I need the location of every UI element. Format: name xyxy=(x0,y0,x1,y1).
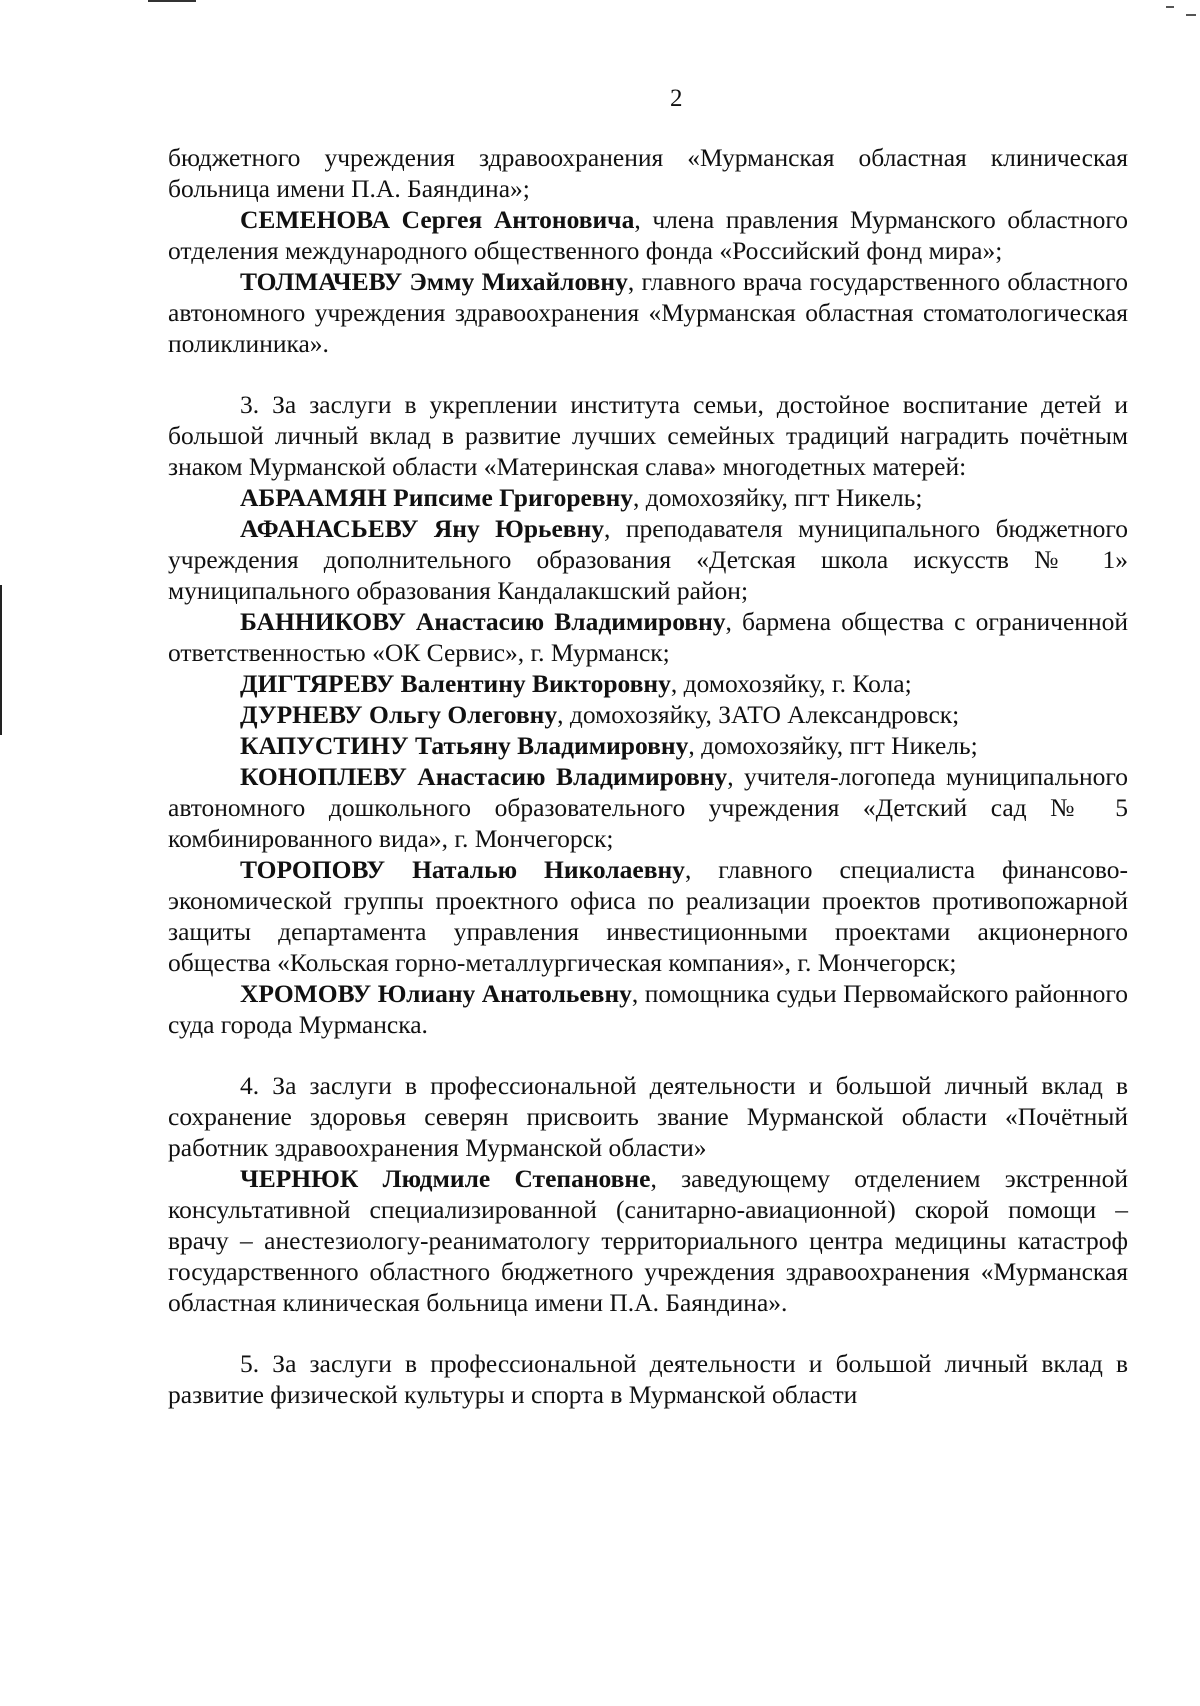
recipient-details: , преподавателя муниципального бюджетного учреждения дополнительного образования «Детская школа искусств № 1» муниципального образования Кандалакшский район; xyxy=(168,514,1128,605)
paragraph-text: 5. За заслуги в профессиональной деятельности и большой личный вклад в развитие физической культуры и спорта в Мурманской области xyxy=(168,1349,1128,1409)
recipient-details: , помощника судьи Первомайского районного суда города Мурманска. xyxy=(168,979,1128,1039)
paragraph-text: 3. За заслуги в укреплении института семьи, достойное воспитание детей и большой личный вклад в развитие лучших семейных традиций наградить почётным знаком Мурманской области «Материнская слава» многодетных матерей: xyxy=(168,390,1128,481)
page-number: 2 xyxy=(670,85,683,112)
award-entry xyxy=(168,699,1128,730)
award-entry xyxy=(168,482,1128,513)
recipient-name: СЕМЕНОВА Сергея Антоновича xyxy=(240,205,635,234)
award-entry xyxy=(168,978,1128,1040)
scan-artifact-top-line xyxy=(148,0,196,2)
recipient-details: , главного специалиста финансово-экономической группы проектного офиса по реализации проектов противопожарной защиты департамента управления инвестиционными проектами акционерного общества «Кольская горно-металлургическая компания», г. Мончегорск; xyxy=(168,855,1128,977)
award-entry xyxy=(168,1163,1128,1318)
award-entry xyxy=(168,513,1128,606)
recipient-name: ДИГТЯРЕВУ Валентину Викторовну xyxy=(240,669,671,698)
scan-artifact-left-edge xyxy=(0,585,2,735)
recipient-name: КАПУСТИНУ Татьяну Владимировну xyxy=(240,731,689,760)
award-entry xyxy=(168,761,1128,854)
section-paragraph-4 xyxy=(168,1070,1128,1163)
document-body xyxy=(168,142,1128,1410)
recipient-name: ХРОМОВУ Юлиану Анатольевну xyxy=(240,979,632,1008)
recipient-details: , заведующему отделением экстренной консультативной специализированной (санитарно-авиационной) скорой помощи – врачу – анестезиологу-реаниматологу территориального центра медицины катастроф государственного областного бюджетного учреждения здравоохранения «Мурманская областная клиническая больница имени П.А. Баяндина». xyxy=(168,1164,1129,1317)
recipient-details: , домохозяйку, г. Кола; xyxy=(670,669,912,698)
recipient-details: , главного врача государственного областного автономного учреждения здравоохранения «Мурманская областная стоматологическая поликлиника». xyxy=(168,267,1128,358)
scan-artifact-corner-mark xyxy=(1186,14,1196,16)
paragraph-continuation xyxy=(168,142,1128,204)
award-entry xyxy=(168,668,1128,699)
recipient-name: АБРААМЯН Рипсиме Григоревну xyxy=(240,483,634,512)
recipient-details: , домохозяйку, пгт Никель; xyxy=(688,731,978,760)
paragraph-text: 4. За заслуги в профессиональной деятельности и большой личный вклад в сохранение здоровья северян присвоить звание Мурманской области «Почётный работник здравоохранения Мурманской области» xyxy=(168,1071,1128,1162)
recipient-details: , домохозяйку, ЗАТО Александровск; xyxy=(557,700,960,729)
recipient-name: БАННИКОВУ Анастасию Владимировну xyxy=(240,607,726,636)
recipient-name: ТОЛМАЧЕВУ Эмму Михайловну xyxy=(240,267,628,296)
section-paragraph-5 xyxy=(168,1348,1128,1410)
section-paragraph-3 xyxy=(168,389,1128,482)
recipient-details: , члена правления Мурманского областного отделения международного общественного фонда «Российский фонд мира»; xyxy=(168,205,1128,265)
recipient-details: , бармена общества с ограниченной ответственностью «ОК Сервис», г. Мурманск; xyxy=(168,607,1128,667)
recipient-name: ДУРНЕВУ Ольгу Олеговну xyxy=(240,700,558,729)
recipient-name: ТОРОПОВУ Наталью Николаевну xyxy=(240,855,685,884)
award-entry xyxy=(168,854,1128,978)
recipient-details: , учителя-логопеда муниципального автономного дошкольного образовательного учреждения «Детский сад № 5 комбинированного вида», г. Мончегорск; xyxy=(168,762,1128,853)
award-entry xyxy=(168,204,1128,266)
recipient-name: АФАНАСЬЕВУ Яну Юрьевну xyxy=(240,514,605,543)
paragraph-text: бюджетного учреждения здравоохранения «Мурманская областная клиническая больница имени П.А. Баяндина»; xyxy=(168,143,1128,203)
recipient-details: , домохозяйку, пгт Никель; xyxy=(633,483,923,512)
scan-artifact-corner-mark xyxy=(1166,6,1174,8)
award-entry xyxy=(168,606,1128,668)
award-entry xyxy=(168,730,1128,761)
award-entry xyxy=(168,266,1128,359)
recipient-name: ЧЕРНЮК Людмиле Степановне xyxy=(240,1164,651,1193)
recipient-name: КОНОПЛЕВУ Анастасию Владимировну xyxy=(240,762,728,791)
